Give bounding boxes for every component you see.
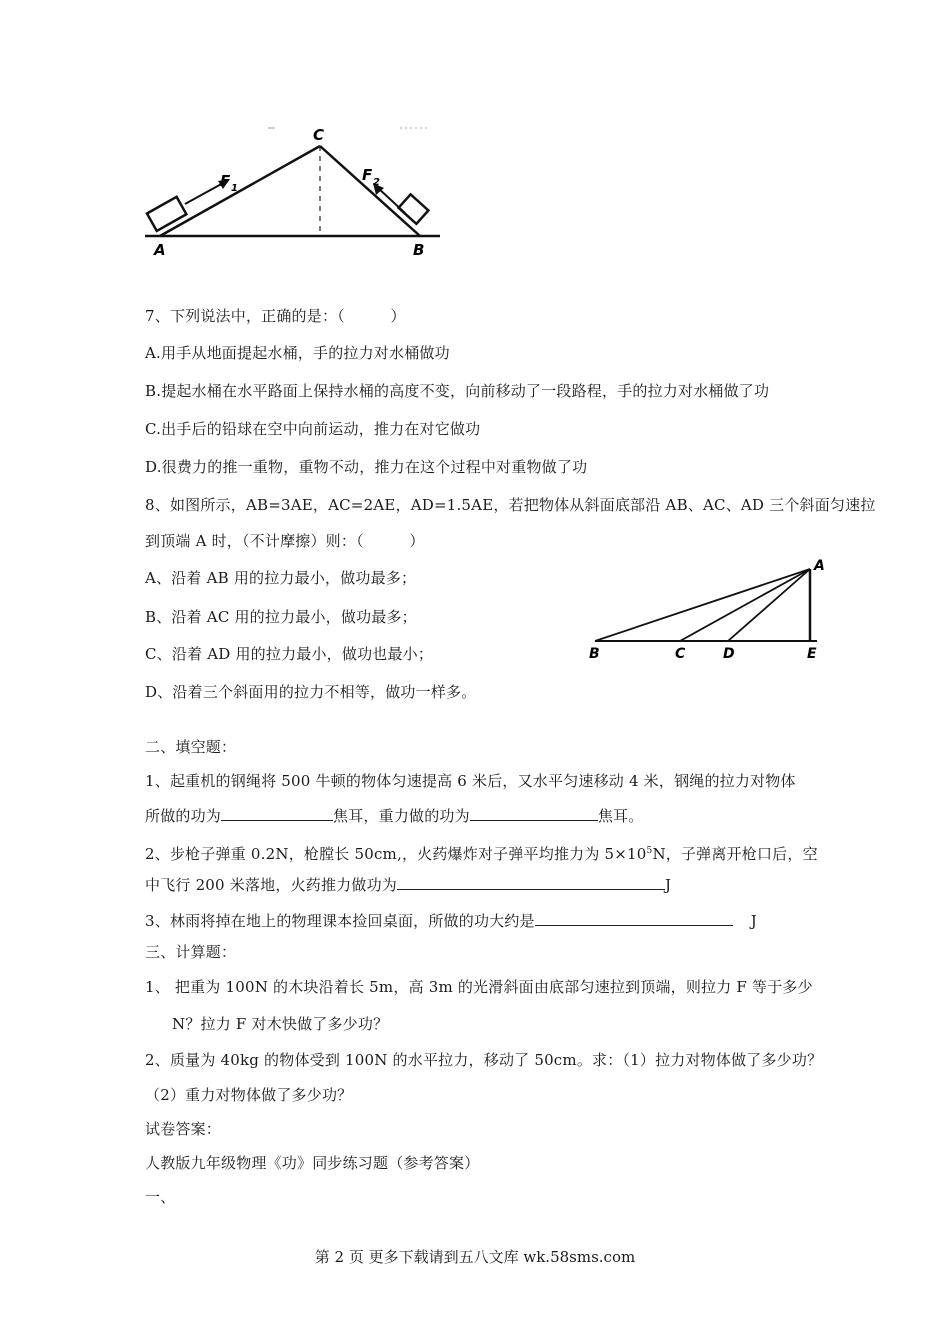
incline-figure-2 — [585, 555, 835, 665]
force-f1-label: F — [220, 172, 231, 190]
force-f2-label: F — [362, 166, 373, 184]
force-f1-subscript: 1 — [231, 183, 238, 194]
fill-q2-unit: J — [664, 876, 672, 894]
fill-heading: 二、填空题： — [145, 738, 237, 756]
calc-q1-line1: 1、 把重为 100N 的木块沿着长 5m，高 3m 的光滑斜面由底部匀速拉到顶端，则拉力 F 等于多少 — [145, 978, 813, 996]
point-c-label: C — [313, 126, 325, 144]
fill-q2-text-b: N，子弹离开枪口后，空 — [652, 845, 818, 863]
fill-q2-line2 — [145, 875, 671, 895]
q7-stem: 7、下列说法中，正确的是：（ ） — [145, 307, 406, 325]
incline-ac — [160, 146, 320, 236]
fill-q3-blank[interactable] — [535, 911, 733, 926]
calc-q1-line2: N？拉力 F 对木快做了多少功？ — [172, 1015, 389, 1033]
fill-q1-line1: 1、起重机的钢绳将 500 牛顿的物体匀速提高 6 米后，又水平匀速移动 4 米，钢绳的拉力对物体 — [145, 772, 796, 790]
force-arrow-f1 — [185, 182, 225, 204]
fill-q2-exponent: 5 — [646, 846, 653, 856]
fill-q1-blank-1[interactable] — [221, 806, 333, 821]
incline-figure-2-svg — [585, 555, 835, 665]
q8-option-b: B、沿着 AC 用的拉力最小，做功最多； — [145, 608, 417, 626]
answers-label: 试卷答案： — [145, 1120, 222, 1138]
q7-option-b: B.提起水桶在水平路面上保持水桶的高度不变，向前移动了一段路程，手的拉力对水桶做了功 — [145, 382, 770, 400]
calc-heading: 三、计算题： — [145, 943, 237, 961]
q8-option-d: D、沿着三个斜面用的拉力不相等，做功一样多。 — [145, 683, 477, 701]
q8-option-a: A、沿着 AB 用的拉力最小，做功最多； — [145, 569, 417, 587]
point-b-label: B — [413, 241, 425, 259]
calc-q2-line2: （2）重力对物体做了多少功？ — [145, 1086, 353, 1104]
point-a-label: A — [814, 558, 825, 574]
q8-stem-line1: 8、如图所示，AB=3AE，AC=2AE，AD=1.5AE，若把物体从斜面底部沿 AB、AC、AD 三个斜面匀速拉 — [145, 496, 876, 514]
fill-q2-blank[interactable] — [397, 875, 665, 890]
fill-q2-line1 — [145, 841, 818, 864]
fill-q3-text: 3、林雨将掉在地上的物理课本捡回桌面，所做的功大约是 — [145, 912, 535, 930]
incline-cb — [320, 146, 420, 236]
calc-q2-line1: 2、质量为 40kg 的物体受到 100N 的水平拉力，移动了 50cm。求：（1）拉力对物体做了多少功？ — [145, 1051, 823, 1069]
fill-q1-text-c: 焦耳。 — [597, 807, 644, 825]
fill-q1-line2 — [145, 806, 643, 826]
q7-option-a: A.用手从地面提起水桶，手的拉力对水桶做功 — [145, 344, 450, 362]
page-footer: 第 2 页 更多下载请到五八文库 wk.58sms.com — [314, 1248, 636, 1266]
point-e-label: E — [807, 646, 817, 662]
incline-ab — [595, 569, 810, 641]
fill-q3 — [145, 911, 757, 931]
fill-q2-text-a: 2、步枪子弹重 0.2N，枪膛长 50cm,，火药爆炸对子弹平均推力为 5×10 — [145, 845, 647, 863]
q7-option-c: C.出手后的铅球在空中向前运动，推力在对它做功 — [145, 420, 481, 438]
fill-q1-text-a: 所做的功为 — [145, 807, 222, 825]
fill-q2-text-c: 中飞行 200 米落地，火药推力做功为 — [145, 876, 397, 894]
q7-option-d: D.很费力的推一重物，重物不动，推力在这个过程中对重物做了功 — [145, 458, 588, 476]
incline-figure-1-svg — [140, 118, 450, 268]
fill-q1-text-b: 焦耳，重力做的功为 — [333, 807, 470, 825]
answers-title: 人教版九年级物理《功》同步练习题（参考答案） — [145, 1154, 480, 1172]
incline-ad — [728, 569, 810, 641]
fill-q3-unit: J — [750, 912, 757, 930]
incline-figure-1 — [140, 118, 450, 268]
q8-stem-line2: 到顶端 A 时，（不计摩擦）则：（ ） — [145, 532, 425, 550]
point-a-label: A — [154, 241, 166, 259]
point-c-label: C — [675, 646, 686, 662]
point-b-label: B — [589, 646, 600, 662]
force-f2-subscript: 2 — [373, 177, 380, 188]
answers-section-1: 一、 — [145, 1188, 176, 1206]
fill-q1-blank-2[interactable] — [470, 806, 598, 821]
incline-ac — [680, 569, 810, 641]
q8-option-c: C、沿着 AD 用的拉力最小，做功也最小； — [145, 645, 434, 663]
point-d-label: D — [723, 646, 735, 662]
